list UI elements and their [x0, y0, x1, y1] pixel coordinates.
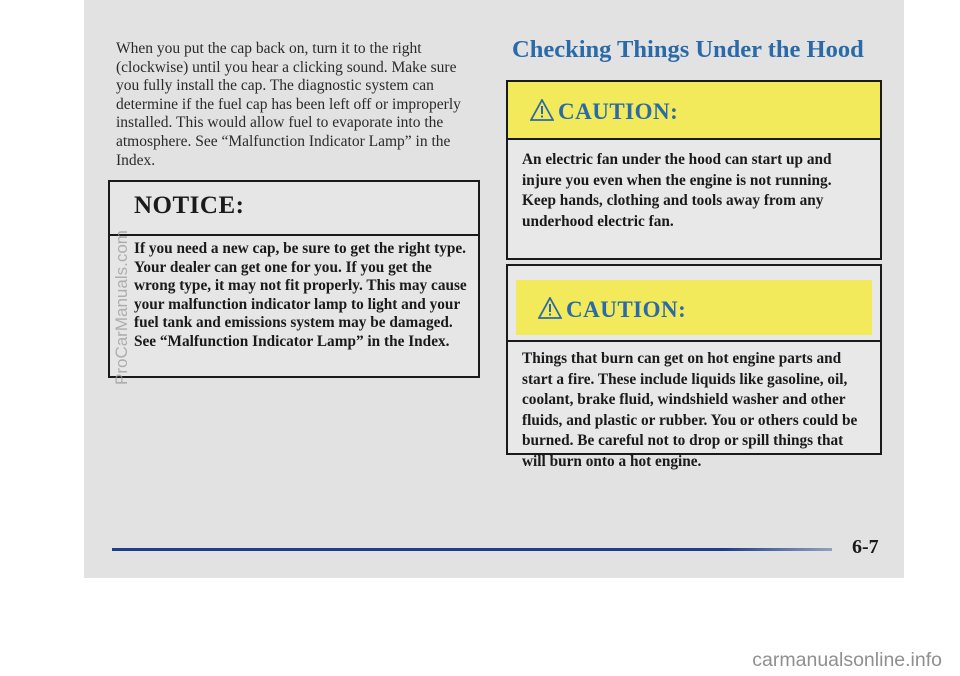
- section-title: Checking Things Under the Hood: [512, 36, 864, 63]
- caution-label: CAUTION:: [558, 99, 679, 124]
- caution-body: An electric fan under the hood can start up and injure you even when the engine is not running. Keep hands, clothing and tools away from any underhood electric fan.: [522, 151, 832, 230]
- notice-body: If you need a new cap, be sure to get the right type. Your dealer can get one for you. If you get the wrong type, it may not fit properly. This may cause your malfunction indicator lamp to light and your fuel tank and emissions system may be damaged. See “Malfunction Indicator Lamp” in the Index.: [134, 240, 467, 350]
- caution-divider: [508, 340, 880, 342]
- notice-title: NOTICE:: [134, 192, 245, 219]
- notice-divider: [110, 234, 478, 236]
- caution-header: [508, 82, 880, 140]
- warning-triangle-icon: [538, 297, 562, 319]
- caution-box-fan: [506, 80, 882, 260]
- intro-paragraph: When you put the cap back on, turn it to the right (clockwise) until you hear a clicking sound. Make sure you fully install the cap. The diagnostic system can determine if the fuel cap has been left off or improperly installed. This would allow fuel to evaporate into the atmosphere. See “Malfunction Indicator Lamp” in the Index.: [116, 40, 461, 169]
- footer-rule: [112, 548, 832, 551]
- page-number: 6-7: [852, 536, 879, 558]
- caution-box-fire: [506, 264, 882, 470]
- caution-body: Things that burn can get on hot engine parts and start a fire. These include liquids like gasoline, oil, coolant, brake fluid, windshield washer and other fluids, and plastic or rubber. You or others could be burned. Be careful not to drop or spill things that will burn onto a hot engine.: [522, 350, 858, 470]
- caution-label: CAUTION:: [566, 297, 687, 322]
- warning-triangle-icon: [530, 99, 554, 121]
- watermark-vertical-text: ProCarManuals.com: [112, 230, 131, 385]
- caution-header: [516, 280, 872, 335]
- watermark-bottom: carmanualsonline.info: [752, 649, 942, 671]
- notice-box: [108, 180, 480, 378]
